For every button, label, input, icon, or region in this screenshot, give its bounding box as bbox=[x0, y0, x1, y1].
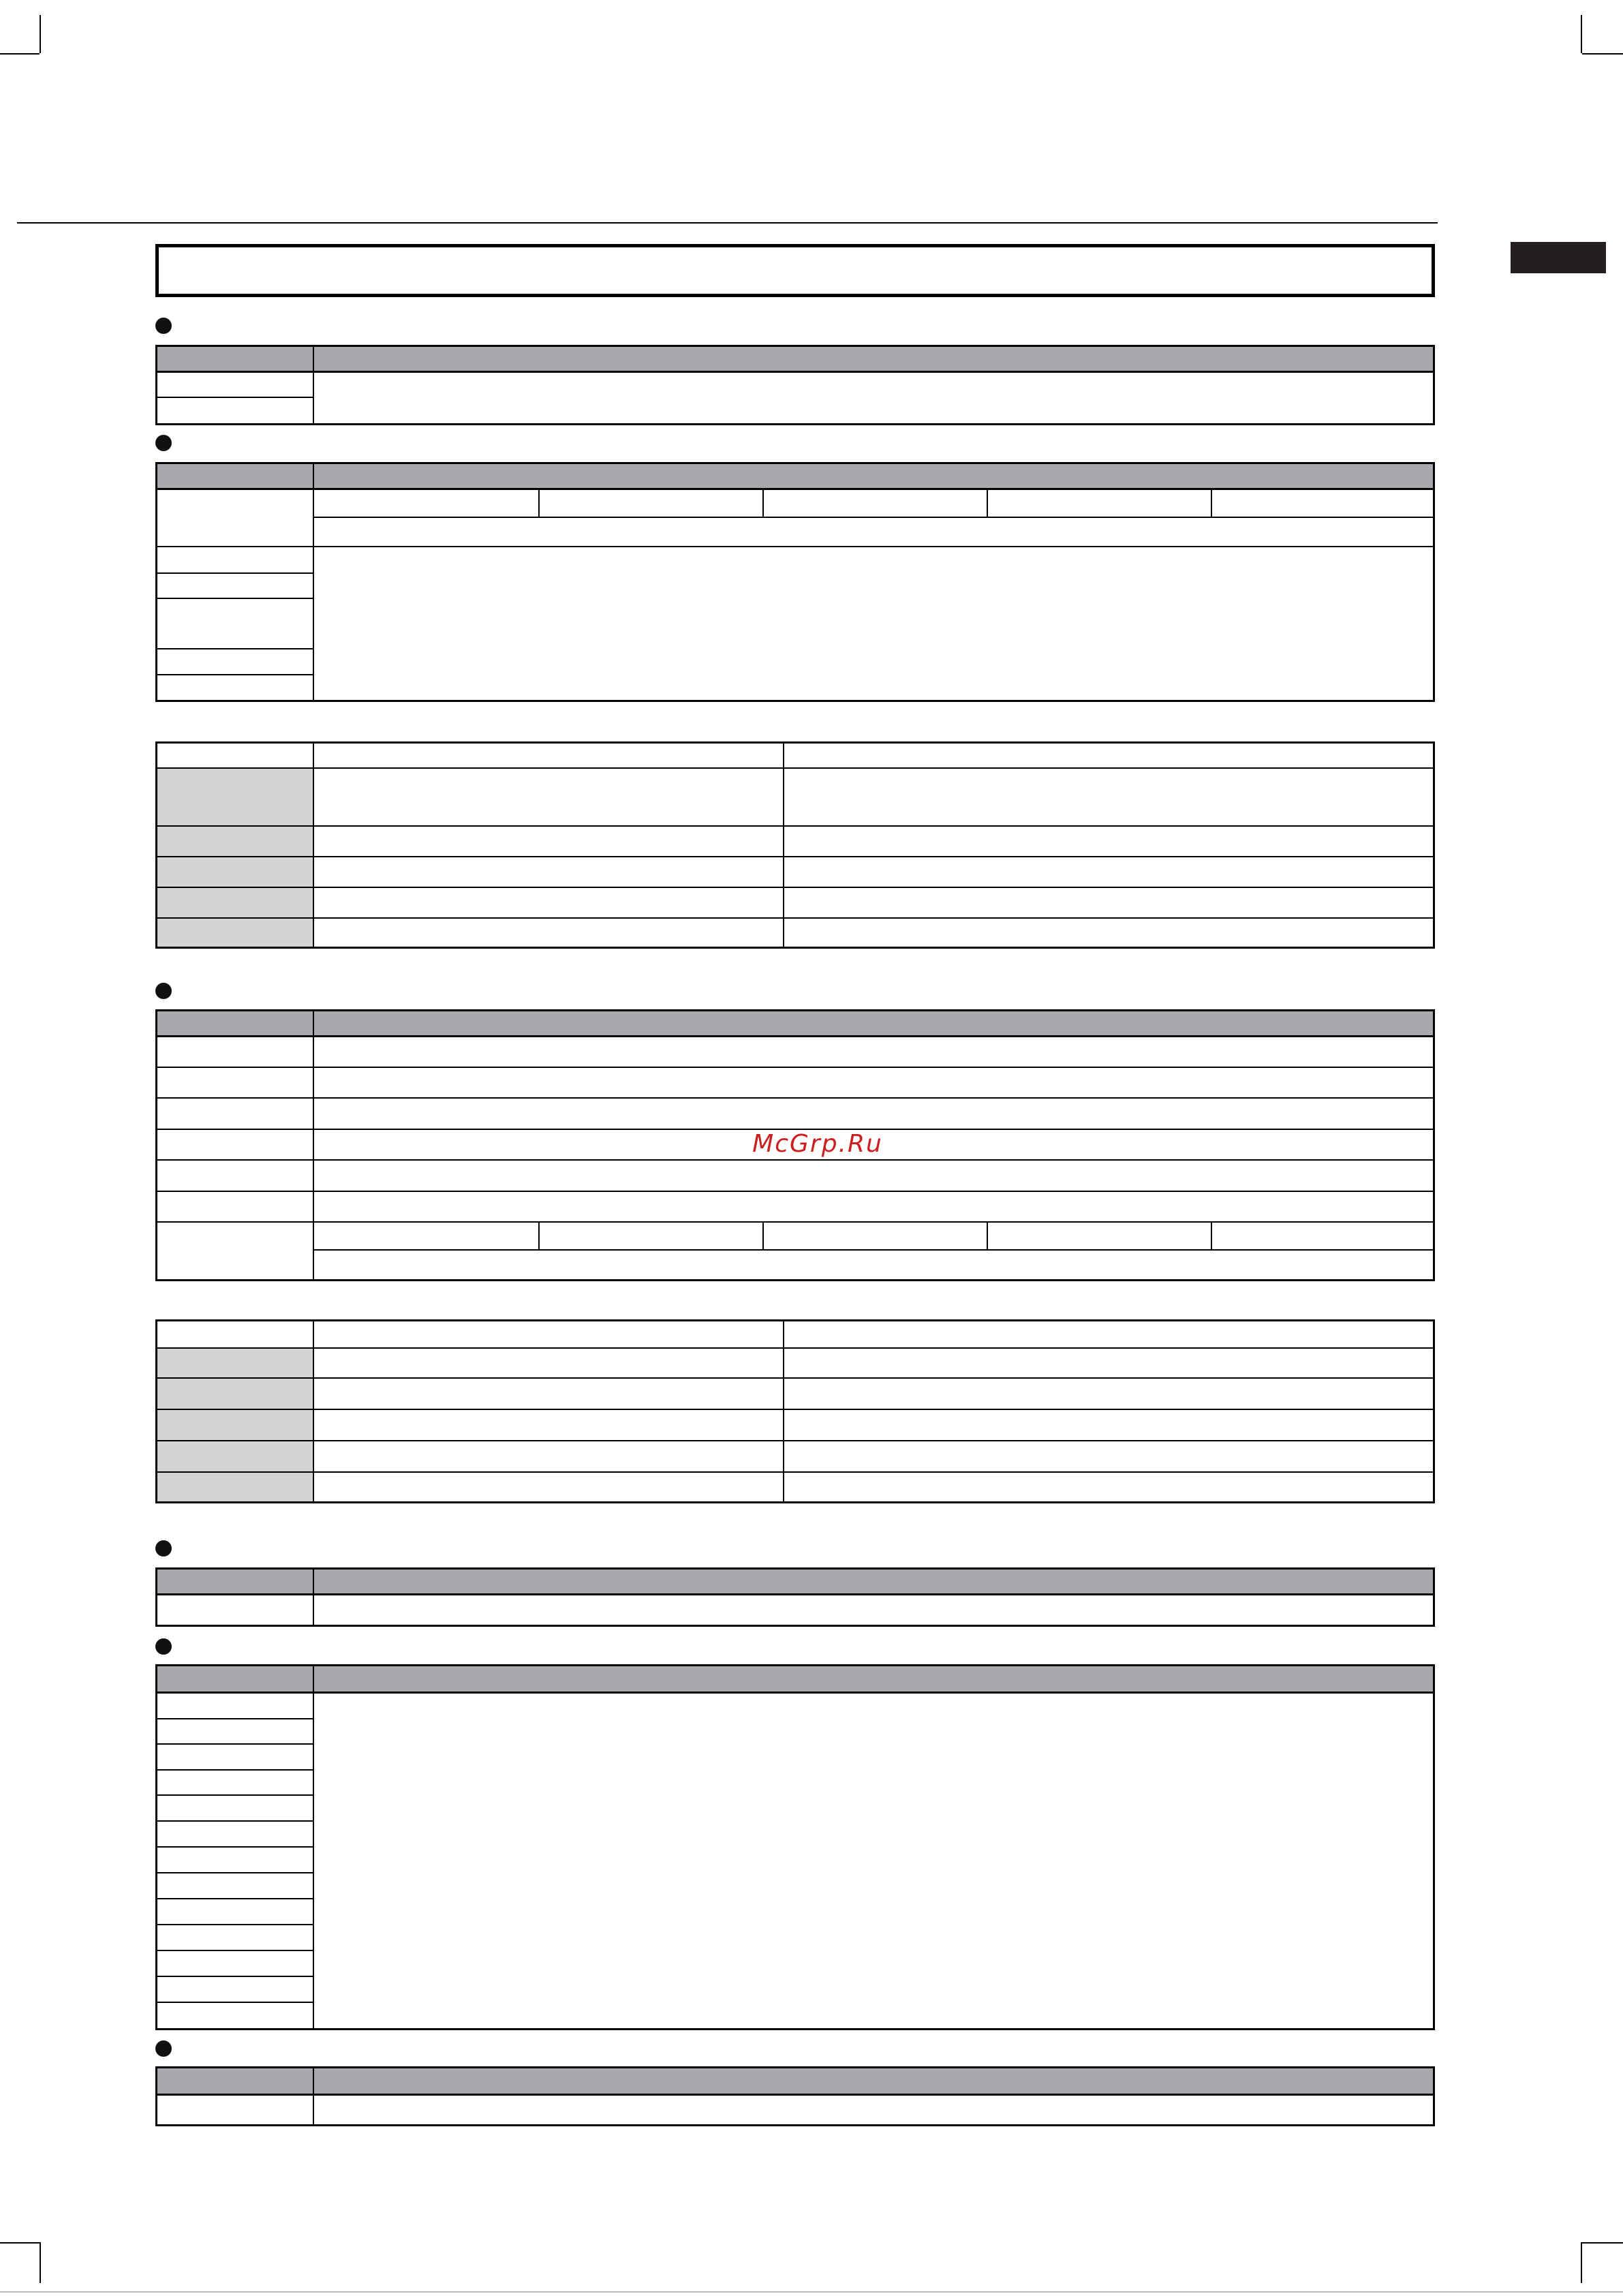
section-tab bbox=[1511, 242, 1606, 273]
sub-column-divider bbox=[1211, 1221, 1212, 1250]
row-divider bbox=[313, 517, 1435, 518]
row-divider bbox=[157, 1191, 1435, 1192]
row-divider bbox=[157, 887, 1435, 888]
crop-mark-top-right bbox=[1581, 15, 1582, 53]
column-divider bbox=[313, 2068, 314, 2124]
table-header bbox=[157, 347, 1433, 373]
row-divider bbox=[157, 2002, 314, 2003]
row-divider bbox=[157, 1067, 1435, 1068]
sub-column-divider bbox=[987, 1221, 988, 1250]
row-divider bbox=[157, 1846, 314, 1848]
spec-table-5 bbox=[155, 1319, 1435, 1503]
section-bullet-6 bbox=[155, 2040, 172, 2057]
crop-mark-top-right-h bbox=[1582, 53, 1623, 55]
spec-table-7 bbox=[155, 1664, 1435, 2030]
label-cell bbox=[157, 1379, 313, 1409]
label-cell bbox=[157, 1349, 313, 1377]
spec-table-8 bbox=[155, 2066, 1435, 2126]
row-divider bbox=[157, 674, 314, 675]
column-divider bbox=[313, 744, 314, 947]
sub-column-divider bbox=[762, 1221, 764, 1250]
row-divider bbox=[157, 856, 1435, 857]
row-divider bbox=[157, 767, 1435, 769]
row-divider bbox=[157, 1440, 1435, 1441]
crop-mark-top-left bbox=[40, 15, 41, 53]
section-bullet-2 bbox=[155, 435, 172, 451]
column-divider bbox=[313, 347, 314, 423]
label-cell bbox=[157, 857, 313, 887]
header-rule bbox=[17, 222, 1438, 224]
label-cell bbox=[157, 827, 313, 856]
column-divider bbox=[783, 744, 784, 947]
table-header bbox=[157, 2068, 1433, 2096]
row-divider bbox=[157, 1924, 314, 1925]
sub-column-divider bbox=[1211, 489, 1212, 517]
spec-table-1 bbox=[155, 345, 1435, 425]
section-bullet-1 bbox=[155, 318, 172, 334]
label-cell bbox=[157, 1410, 313, 1440]
row-divider bbox=[157, 917, 1435, 919]
column-divider bbox=[313, 1570, 314, 1625]
row-divider bbox=[157, 1794, 314, 1796]
sub-column-divider bbox=[762, 489, 764, 517]
row-divider bbox=[157, 1159, 1435, 1161]
section-bullet-4 bbox=[155, 1540, 172, 1557]
column-divider bbox=[313, 1011, 314, 1279]
row-divider bbox=[157, 1347, 1435, 1349]
table-header bbox=[157, 464, 1433, 490]
row-divider bbox=[157, 572, 314, 574]
crop-mark-bottom-right bbox=[1581, 2242, 1582, 2283]
row-divider bbox=[157, 1898, 314, 1899]
crop-mark-bottom-left bbox=[40, 2242, 41, 2283]
label-cell bbox=[157, 1441, 313, 1471]
label-cell bbox=[157, 888, 313, 917]
spec-table-6 bbox=[155, 1567, 1435, 1627]
table-header bbox=[157, 1011, 1433, 1037]
row-divider bbox=[157, 1976, 314, 1977]
row-divider bbox=[157, 598, 314, 599]
sub-column-divider bbox=[538, 489, 540, 517]
row-divider bbox=[157, 1718, 314, 1719]
column-divider bbox=[313, 464, 314, 700]
watermark: McGrp.Ru bbox=[752, 1130, 883, 1158]
row-divider bbox=[313, 1249, 1435, 1251]
label-cell bbox=[157, 919, 313, 947]
row-divider bbox=[157, 1769, 314, 1771]
row-divider bbox=[157, 546, 1435, 547]
row-divider bbox=[157, 1872, 314, 1873]
spec-table-2 bbox=[155, 462, 1435, 702]
row-divider bbox=[157, 1743, 314, 1745]
crop-mark-bottom-left-h bbox=[0, 2242, 40, 2244]
section-bullet-3 bbox=[155, 983, 172, 999]
crop-mark-bottom-right-h bbox=[1582, 2242, 1623, 2244]
spec-table-3 bbox=[155, 741, 1435, 949]
row-divider bbox=[157, 1377, 1435, 1379]
label-cell bbox=[157, 769, 313, 825]
title-box bbox=[155, 244, 1435, 297]
row-divider bbox=[157, 397, 314, 398]
row-divider bbox=[157, 1820, 314, 1822]
section-bullet-5 bbox=[155, 1638, 172, 1655]
row-divider bbox=[157, 1221, 1435, 1223]
sub-column-divider bbox=[987, 489, 988, 517]
table-header bbox=[157, 1666, 1433, 1694]
table-header bbox=[157, 1570, 1433, 1595]
row-divider bbox=[157, 648, 314, 649]
row-divider bbox=[157, 1409, 1435, 1410]
bottom-rule bbox=[0, 2291, 1623, 2293]
row-divider bbox=[157, 1471, 1435, 1473]
label-cell bbox=[157, 1473, 313, 1501]
row-divider bbox=[157, 1950, 314, 1951]
sub-column-divider bbox=[538, 1221, 540, 1250]
row-divider bbox=[157, 1097, 1435, 1099]
crop-mark-top-left-h bbox=[0, 53, 40, 55]
row-divider bbox=[157, 825, 1435, 827]
